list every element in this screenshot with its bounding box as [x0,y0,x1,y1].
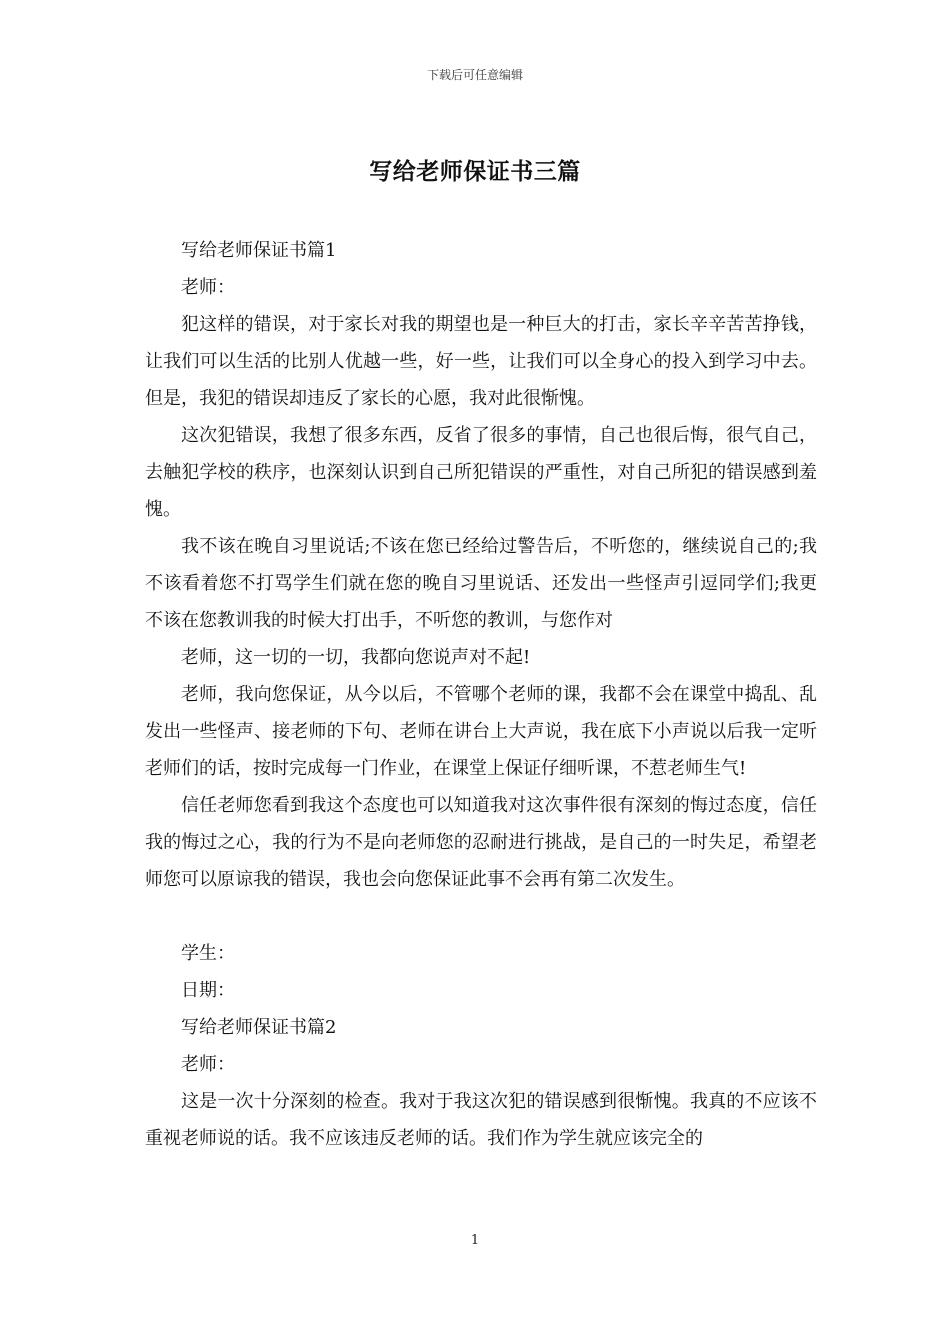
body-paragraph: 这是一次十分深刻的检查。我对于我这次犯的错误感到很惭愧。我真的不应该不重视老师说的话。我不应该违反老师的话。我们作为学生就应该完全的 [145,1091,817,1149]
page-title: 写给老师保证书三篇 [369,158,581,185]
section-heading-1: 写给老师保证书篇1 [181,240,337,261]
salutation: 老师： [181,1054,235,1075]
student-signature-label: 学生： [181,943,235,964]
body-paragraph: 我不该在晚自习里说话;不该在您已经给过警告后，不听您的，继续说自己的;我不该看着您不打骂学生们就在您的晚自习里说话、还发出一些怪声引逗同学们;我更不该在您教训我的时候大打出手，不听您的教训，与您作对 [145,536,817,631]
salutation: 老师： [181,277,235,298]
blank-line [145,898,817,935]
body-paragraph: 犯这样的错误，对于家长对我的期望也是一种巨大的打击，家长辛辛苦苦挣钱，让我们可以生活的比别人优越一些，好一些，让我们可以全身心的投入到学习中去。但是，我犯的错误却违反了家长的心愿，我对此很惭愧。 [145,314,817,409]
document-body [145,232,817,1157]
body-paragraph: 这次犯错误，我想了很多东西，反省了很多的事情，自己也很后悔，很气自己，去触犯学校的秩序，也深刻认识到自己所犯错误的严重性，对自己所犯的错误感到羞愧。 [145,425,817,520]
header-note: 下载后可任意编辑 [426,68,523,82]
body-paragraph: 老师，我向您保证，从今以后，不管哪个老师的课，我都不会在课堂中捣乱、乱发出一些怪声、接老师的下句、老师在讲台上大声说，我在底下小声说以后我一定听老师们的话，按时完成每一门作业，在课堂上保证仔细听课，不惹老师生气! [145,684,817,779]
date-label: 日期： [181,980,235,1001]
section-heading-2: 写给老师保证书篇2 [181,1017,337,1038]
page-number: 1 [470,1233,480,1248]
body-paragraph: 信任老师您看到我这个态度也可以知道我对这次事件很有深刻的悔过态度，信任我的悔过之心，我的行为不是向老师您的忍耐进行挑战，是自己的一时失足，希望老师您可以原谅我的错误，我也会向您保证此事不会再有第二次发生。 [145,795,817,890]
body-paragraph: 老师，这一切的一切，我都向您说声对不起! [181,647,531,668]
